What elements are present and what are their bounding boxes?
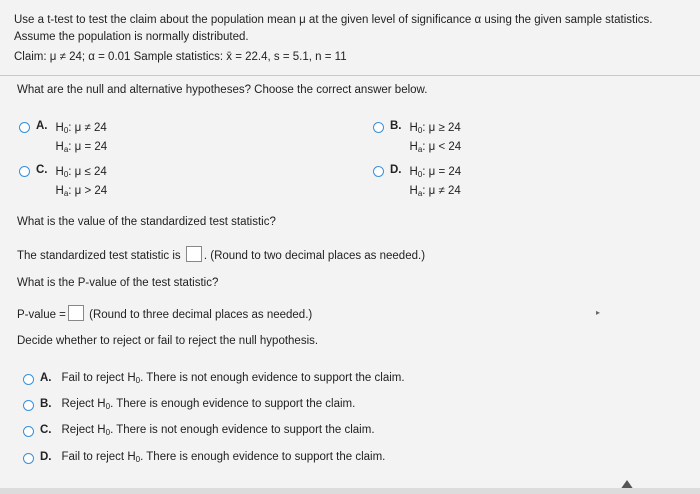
hypotheses-prompt: What are the null and alternative hypotheses? Choose the correct answer below. (17, 84, 428, 96)
test-statistic-row (17, 246, 425, 262)
test-statistic-input[interactable] (186, 246, 202, 262)
hypothesis-pair: $H_0$: μ ≠ 24 $H_a$: μ = 24 (55, 122, 108, 154)
option-letter: D. (390, 164, 402, 176)
hypothesis-option-b[interactable] (373, 120, 461, 158)
radio-button[interactable] (23, 400, 34, 411)
claim-and-statistics: Claim: μ ≠ 24; α = 0.01 Sample statistics: x̄ = 22.4, s = 5.1, n = 11 (14, 51, 347, 63)
section-divider (0, 75, 700, 76)
radio-button[interactable] (23, 453, 34, 464)
hypothesis-pair: $H_0$: μ ≥ 24 $H_a$: μ < 24 (409, 122, 462, 154)
radio-button[interactable] (373, 166, 384, 177)
bottom-edge (0, 488, 700, 494)
test-statistic-hint: . (Round to two decimal places as needed.) (203, 250, 426, 262)
radio-button[interactable] (373, 122, 384, 133)
option-letter: A. (36, 120, 48, 132)
option-letter: C. (36, 164, 48, 176)
test-statistic-prompt: What is the value of the standardized test statistic? (17, 216, 276, 228)
instructions-line-1: Use a t-test to test the claim about the population mean μ at the given level of significance α using the given sample statistics. (14, 14, 653, 26)
hypothesis-pair: $H_0$: μ = 24 $H_a$: μ ≠ 24 (409, 166, 462, 198)
decision-text: Reject $H_0$. There is enough evidence to support the claim. (61, 398, 356, 411)
alternative-hypothesis: μ = 24 (74, 141, 108, 153)
alternative-hypothesis: μ ≠ 24 (428, 185, 461, 197)
test-statistic-label: The standardized test statistic is (17, 250, 181, 262)
hypothesis-pair: $H_0$: μ ≤ 24 $H_a$: μ > 24 (55, 166, 108, 198)
decision-option-a[interactable] (23, 372, 405, 385)
cursor-icon: ▸ (596, 308, 601, 317)
radio-button[interactable] (19, 122, 30, 133)
null-hypothesis: μ ≤ 24 (74, 166, 107, 178)
alternative-hypothesis: μ < 24 (428, 141, 462, 153)
decision-option-d[interactable] (23, 451, 385, 464)
decision-prompt: Decide whether to reject or fail to reject the null hypothesis. (17, 335, 319, 347)
option-letter: D. (40, 451, 52, 463)
radio-button[interactable] (23, 426, 34, 437)
problem-statement (14, 12, 698, 66)
p-value-label: P-value = (17, 309, 66, 321)
instructions-line-2: Assume the population is normally distributed. (14, 31, 249, 43)
radio-button[interactable] (23, 374, 34, 385)
radio-button[interactable] (19, 166, 30, 177)
hypothesis-option-d[interactable] (373, 164, 461, 202)
decision-text: Fail to reject $H_0$. There is enough evidence to support the claim. (61, 451, 386, 464)
alternative-hypothesis: μ > 24 (74, 185, 108, 197)
decision-text: Fail to reject $H_0$. There is not enough evidence to support the claim. (61, 372, 405, 385)
decision-option-b[interactable] (23, 398, 355, 411)
null-hypothesis: μ ≥ 24 (428, 122, 461, 134)
option-letter: B. (390, 120, 402, 132)
p-value-input[interactable] (68, 305, 84, 321)
decision-option-c[interactable] (23, 424, 375, 437)
p-value-prompt: What is the P-value of the test statistic? (17, 277, 219, 289)
null-hypothesis: μ ≠ 24 (74, 122, 107, 134)
decision-text: Reject $H_0$. There is not enough evidence to support the claim. (61, 424, 375, 437)
hypothesis-option-c[interactable] (19, 164, 107, 202)
option-letter: B. (40, 398, 52, 410)
hypothesis-option-a[interactable] (19, 120, 107, 158)
p-value-row (17, 305, 312, 321)
option-letter: A. (40, 372, 52, 384)
p-value-hint: (Round to three decimal places as needed.) (89, 309, 313, 321)
null-hypothesis: μ = 24 (428, 166, 462, 178)
option-letter: C. (40, 424, 52, 436)
